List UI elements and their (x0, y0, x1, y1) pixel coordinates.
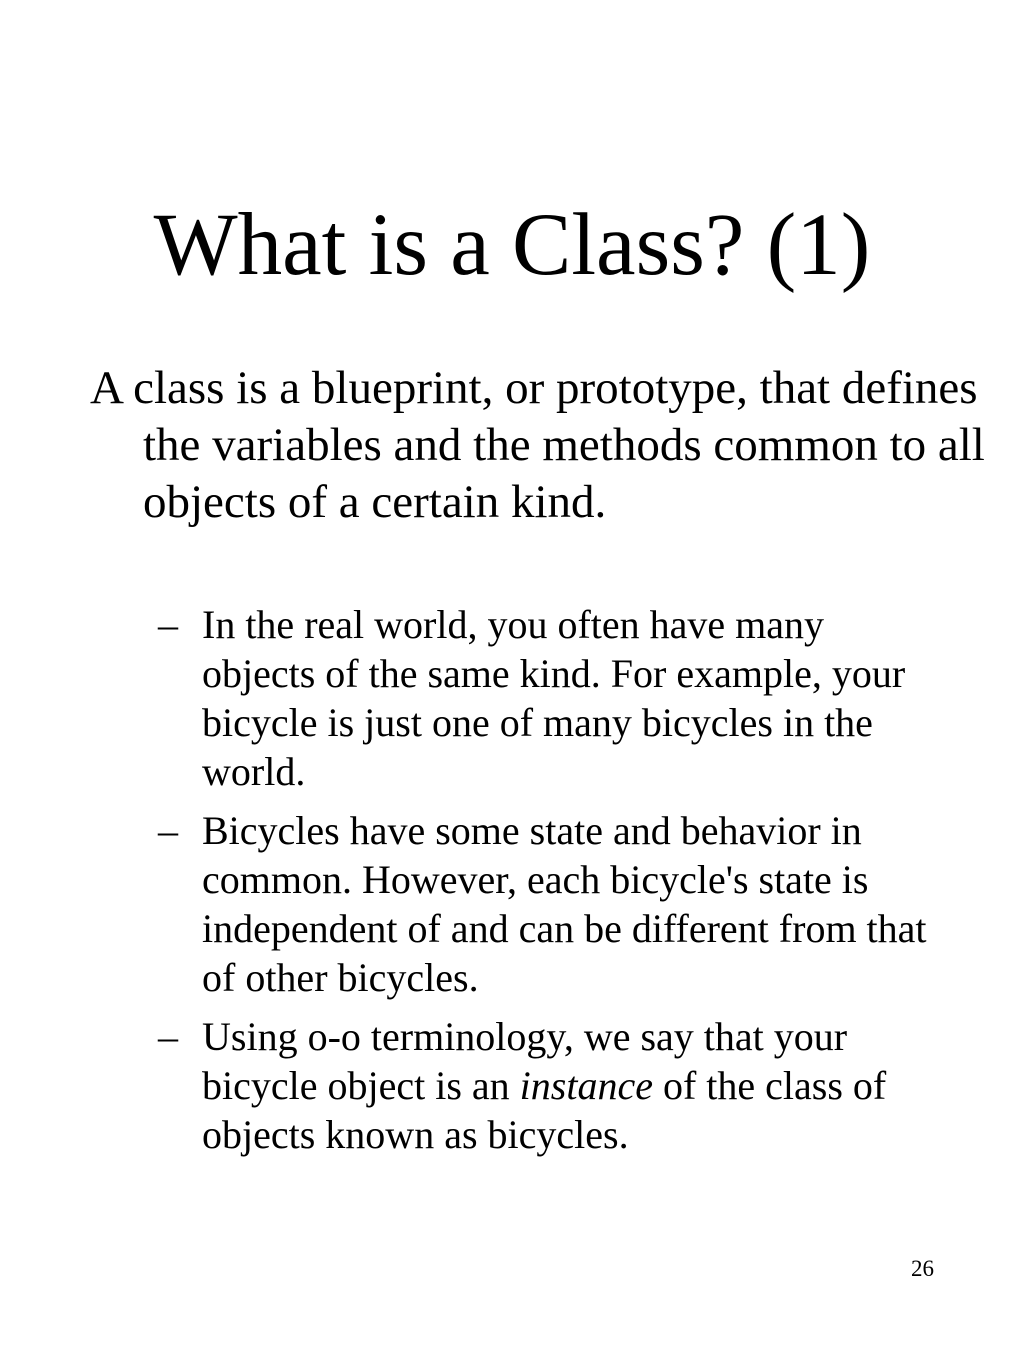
main-bullet-text: A class is a blueprint, or prototype, that defines the variables and the methods common to all objects of a certain kind. (90, 362, 985, 528)
sub-bullet-item (158, 600, 938, 796)
sub-bullet-text: In the real world, you often have many objects of the same kind. For example, your bicycle is just one of many bicycles in the world. (202, 602, 906, 794)
dash-bullet-icon: – (158, 602, 178, 647)
sub-bullet-text-start: Using o-o terminology, we say that your bicycle object is an (202, 1014, 848, 1108)
dash-bullet-icon: – (158, 1014, 178, 1059)
emphasized-term: instance (519, 1063, 653, 1108)
dash-bullet-icon: – (158, 808, 178, 853)
sub-bullet-text: Bicycles have some state and behavior in common. However, each bicycle's state is independent of and can be different from that of other bicycles. (202, 808, 927, 1000)
sub-bullet-item (158, 1012, 938, 1159)
slide-title: What is a Class? (1) (153, 196, 871, 294)
page-number: 26 (911, 1256, 934, 1281)
sub-bullet-text-end: of the class of objects known as bicycles. (202, 1063, 887, 1157)
sub-bullet-item (158, 806, 938, 1002)
sub-bullet-list (158, 600, 938, 1169)
